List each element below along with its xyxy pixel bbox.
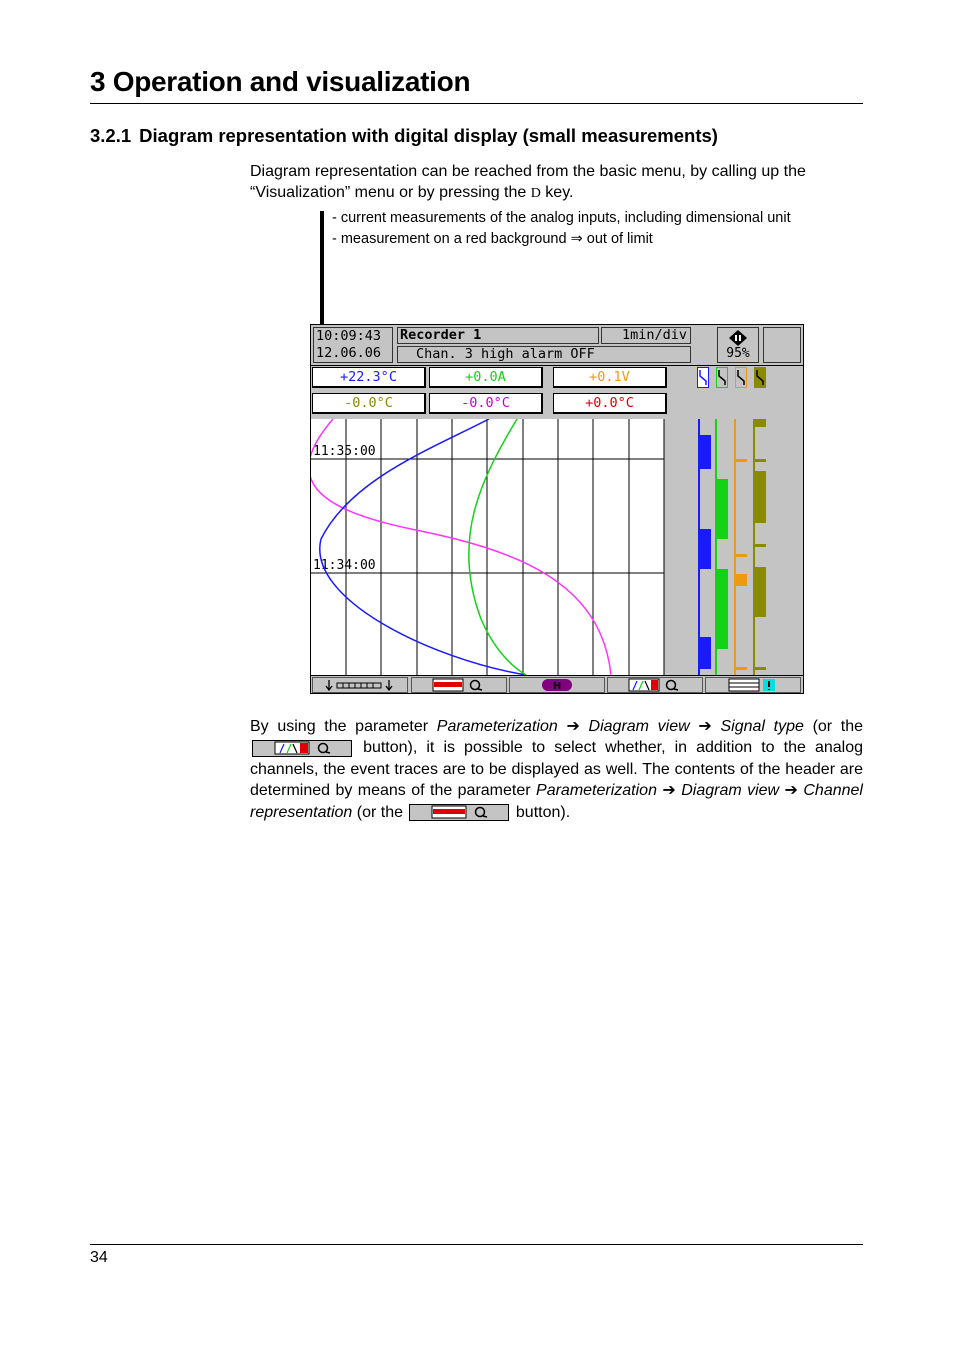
body-text-paren-2: (or the <box>356 803 403 821</box>
history-button[interactable] <box>509 677 605 693</box>
memory-indicator <box>717 327 759 363</box>
inline-channel-representation-button <box>409 804 509 821</box>
svg-text:H: H <box>552 681 562 692</box>
header-alarm: Chan. 3 high alarm OFF <box>397 346 691 363</box>
body-text-1: By using the parameter <box>250 718 437 735</box>
memory-diamond-icon <box>728 329 748 347</box>
header-time: 10:09:43 <box>316 328 382 344</box>
measurement-value: +0.0A <box>465 369 506 385</box>
diagram-plot <box>311 419 803 675</box>
body-paragraph <box>250 716 863 823</box>
time-label-1: 11:35:00 <box>313 444 376 459</box>
measurement-value: -0.0°C <box>461 395 510 411</box>
scroll-button[interactable] <box>312 677 408 693</box>
param-parameterization-2: Parameterization <box>536 782 657 800</box>
chapter-title: 3 Operation and visualization <box>90 66 471 97</box>
header-datetime <box>313 327 393 363</box>
event-box-olive <box>754 367 766 388</box>
scroll-arrows-icon <box>325 679 395 691</box>
event-trace-icon <box>736 368 746 387</box>
intro-text-1: Diagram representation can be reached from the basic menu, by calling up the “Visualization” menu or by pressing the <box>250 163 806 201</box>
header-speed: 1min/div <box>601 327 691 344</box>
page-number: 34 <box>90 1249 108 1266</box>
body-text-paren: (or the <box>812 718 864 735</box>
softkey-bar <box>311 675 803 693</box>
param-channel-representation: Channel representation <box>250 782 863 821</box>
measurement-ch2[interactable] <box>429 367 543 388</box>
event-trace-icon <box>755 368 765 387</box>
alarm-list-icon <box>723 678 783 692</box>
event-traces <box>699 419 766 675</box>
section-heading <box>90 125 718 147</box>
intro-paragraph <box>250 161 863 204</box>
body-text-end: button). <box>515 803 571 821</box>
signal-type-icon <box>625 678 685 692</box>
footer-rule <box>90 1244 863 1245</box>
param-signal-type: Signal type <box>720 718 804 735</box>
measurement-value: +0.0°C <box>585 395 634 411</box>
channel-representation-icon <box>410 805 508 820</box>
header-date: 12.06.06 <box>316 345 382 361</box>
history-icon <box>540 678 574 692</box>
key-label: D <box>530 186 541 201</box>
intro-text-2: key. <box>540 184 574 201</box>
header-separator <box>311 365 803 366</box>
time-label-2: 11:34:00 <box>313 558 376 573</box>
channel-representation-button[interactable] <box>411 677 507 693</box>
measurement-ch6[interactable] <box>553 393 667 414</box>
param-diagram-view-2: Diagram view <box>681 782 780 800</box>
section-title: Diagram representation with digital display (small measurements) <box>139 125 718 146</box>
channel-representation-icon <box>429 678 489 692</box>
header-empty-box <box>763 327 801 363</box>
measurement-value: +0.1V <box>589 369 630 385</box>
header-title: Recorder 1 <box>397 327 599 344</box>
callout-line-2: - measurement on a red background ⇒ out of limit <box>332 231 653 247</box>
callout-line-1: - current measurements of the analog inputs, including dimensional unit <box>332 210 791 226</box>
alarm-list-button[interactable] <box>705 677 801 693</box>
measurement-ch3[interactable] <box>553 367 667 388</box>
event-trace-icon <box>698 368 708 387</box>
event-box-blue <box>697 367 709 388</box>
recorder-screen <box>310 324 804 694</box>
measurement-ch5[interactable] <box>429 393 543 414</box>
measurement-value: -0.0°C <box>344 395 393 411</box>
event-box-green <box>716 367 728 388</box>
section-number: 3.2.1 <box>90 125 132 146</box>
arrow-4: ➔ <box>784 782 798 800</box>
arrow-3: ➔ <box>662 782 676 800</box>
measurement-ch4[interactable] <box>312 393 426 414</box>
body-text-2: button), it is possible to select whether, in addition to the analog channels, the event traces are to be displayed as well. The contents of the header are determined by means of the parameter <box>250 739 863 800</box>
event-box-orange <box>735 367 747 388</box>
param-parameterization: Parameterization <box>436 718 558 735</box>
inline-signal-type-button <box>252 740 352 757</box>
signal-type-icon <box>253 741 351 756</box>
memory-value: 95% <box>726 346 750 361</box>
arrow-1: ➔ <box>566 718 580 735</box>
callout-text <box>332 208 791 250</box>
signal-type-button[interactable] <box>607 677 703 693</box>
measurement-ch1[interactable] <box>312 367 426 388</box>
arrow-2: ➔ <box>698 718 712 735</box>
event-trace-icon <box>717 368 727 387</box>
chapter-rule <box>90 103 863 104</box>
param-diagram-view: Diagram view <box>588 718 690 735</box>
measurement-value: +22.3°C <box>340 369 397 385</box>
